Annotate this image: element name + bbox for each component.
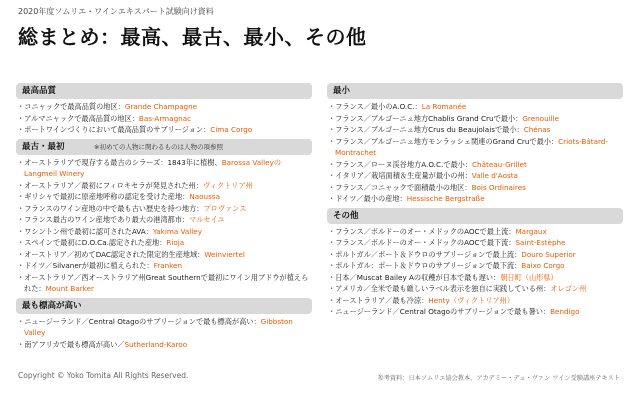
list-item: ・ ドイツ／Silvanerが最初に植えられた：Franken [16,260,312,272]
answer-text: Henty（ヴィクトリア州） [428,295,515,305]
list-item: ・ ポルトガル：ポート＆ドウロのサブリージョンで最下流：Baixo Corgo [327,260,623,272]
list-item: ・ アルマニャックで最高品質の地区：Bas-Armagnac [16,113,312,125]
list-item: ・ フランス／ブルゴーニュ地方Crus du Beaujolaisで最小：Chénas [327,124,623,136]
list-item: ・ ギリシャで最初に原産地呼称の認定を受けた産地：Naoussa [16,191,312,203]
section-heading-label: 最古・最初 [22,141,65,152]
list-item: ・ ポルトガル／ポート＆ドウロのサブリージョンで最上流：Douro Superior [327,249,623,261]
copyright: Copyright © Yoko Tomita All Rights Reserved. [18,371,189,380]
list-item: ・ 南アフリカで最も標高が高い／Sutherland-Karoo [16,339,312,351]
list-item: ・ フランス最古のワイン産地であり最大の港湾都市：マルセイユ [16,214,312,226]
section-note: ※初めての人物に関わるものは人物の項参照 [94,142,223,151]
answer-text: Criots-Bâtard-Montrachet [335,136,608,157]
answer-text: Gibbston Valley [24,316,293,337]
list-item: ・ フランス／コニャックで面積最小の地区：Bois Ordinaires [327,182,623,194]
answer-text: Château-Grillet [472,159,527,169]
section-list-smallest [327,101,623,205]
list-item: ・ フランス／ローヌ渓谷地方A.O.C.で最小：Château-Grillet [327,159,623,171]
list-item: ・ ニュージーランド／Central Otagoのサブリージョンで最も暑い：Bendigo [327,306,623,318]
answer-text: Grande Champagne [124,102,198,111]
list-item: ・ ワシントン州で最初に認可されたAVA：Yakima Valley [16,226,312,238]
list-item: ・ フランス／ブルゴーニュ地方モンラッシェ関連のGrand Cruで最小：Criots-Bâtard-Montrachet [327,136,623,159]
answer-text: Bois Ordinaires [471,182,526,192]
list-item: ・ オーストラリア／最初にフィロキセラが発見された州：ヴィクトリア州 [16,180,312,192]
answer-text: Yakima Valley [152,226,202,236]
section-list-highest-quality [16,101,312,136]
answer-text: Rioja [166,238,185,247]
section-heading-other [327,208,623,224]
answer-text: Saint-Estèphe [515,238,566,247]
answer-text: Mount Barker [45,284,94,293]
answer-text: Weinviertel [204,249,245,259]
section-heading-label: 最も標高が高い [22,300,82,311]
answer-text: Chénas [523,125,551,134]
list-item: ・ オーストラリア／最も冷涼：Henty（ヴィクトリア州） [327,295,623,307]
answer-text: Bas-Armagnac [138,113,192,123]
list-item: ・ フランス／ボルドーのオー・メドックのAOCで最下流：Saint-Estèphe [327,237,623,249]
list-item: ・ オーストリア／初めてDAC認定された限定的生産地域：Weinviertel [16,249,312,261]
answer-text: ヴィクトリア州 [202,180,253,190]
answer-text: La Romanée [421,102,467,111]
list-item: ・ フランス／ブルゴーニュ地方Chablis Grand Cruで最小：Grenouille [327,113,623,125]
list-item: ・ オーストラリアで現存する最古のシラーズ：1843年に植樹、Barossa ValleyのLangmeil Winery [16,157,312,180]
list-item: ・ ニュージーランド／Central Otagoのサブリージョンで最も標高が高い：Gibbston Valley [16,316,312,339]
answer-text: Cima Corgo [210,125,253,134]
answer-text: オレゴン州 [550,284,587,293]
list-item: ・ フランス／ボルドーのオー・メドックのAOCで最上流：Margaux [327,226,623,238]
list-item: ・ アメリカ／全米で最も厳しいラベル表示を独自に実践している州：オレゴン州 [327,283,623,295]
answer-text: Franken [153,261,183,270]
list-item: ・ コニャックで最高品質の地区：Grande Champagne [16,101,312,113]
section-list-other [327,226,623,318]
right-column [327,83,623,321]
section-list-oldest-first [16,157,312,295]
answer-text: Valle d'Aosta [471,171,518,180]
answer-text: Naoussa [189,192,221,201]
section-heading-label: 最高品質 [22,86,57,96]
section-list-highest-altitude [16,316,312,351]
answer-text: Hessische Bergstraße [406,194,485,203]
answer-text: Barossa ValleyのLangmeil Winery [24,157,282,178]
list-item: ・ オーストラリア／西オーストラリア州Great Southernで最初にワイン用ブドウが植えられた：Mount Barker [16,272,312,295]
list-item: ・ フランス／最小のA.O.C.：La Romanée [327,101,623,113]
answer-text: 朝日町（山形県） [500,272,558,282]
answer-text: プロヴァンス [203,203,247,213]
answer-text: Bendigo [550,307,580,316]
list-item: ・ ドイツ／最小の産地：Hessische Bergstraße [327,193,623,205]
list-item: ・ 日本／Muscat Bailey Aの収穫が日本で最も遅い：朝日町（山形県） [327,272,623,284]
section-heading-label: 最小 [333,86,351,96]
section-heading-highest-quality [16,83,312,99]
section-heading-label: その他 [333,210,359,221]
answer-text: Baixo Corgo [521,261,565,270]
list-item: ・ スペインで最初にD.O.Ca.認定された産地：Rioja [16,237,312,249]
answer-text: Sutherland-Karoo [124,339,188,349]
document-subtitle: 2020年度ソムリエ・ワインエキスパート試験向け資料 [18,7,214,16]
list-item: ・ イタリア／栽培面積＆生産量が最小の州：Valle d'Aosta [327,170,623,182]
reference-note: 参考資料：日本ソムリエ協会教本、アカデミー・デュ・ヴァン ワイン受験講座テキスト [377,375,620,382]
section-heading-smallest [327,83,623,99]
section-heading-highest-altitude [16,298,312,314]
list-item: ・ フランスのワイン産地の中で最も古い歴史を持つ地方：プロヴァンス [16,203,312,215]
answer-text: Margaux [515,226,547,236]
left-column [16,83,312,353]
list-item: ・ ポートワインづくりにおいて最高品質のサブリージョン：Cima Corgo [16,124,312,136]
answer-text: Douro Superior [521,249,576,259]
page-title: 総まとめ：最高、最古、最小、その他 [18,25,367,49]
answer-text: マルセイユ [189,215,225,224]
answer-text: Grenouille [522,113,560,123]
section-heading-oldest-first [16,139,312,155]
